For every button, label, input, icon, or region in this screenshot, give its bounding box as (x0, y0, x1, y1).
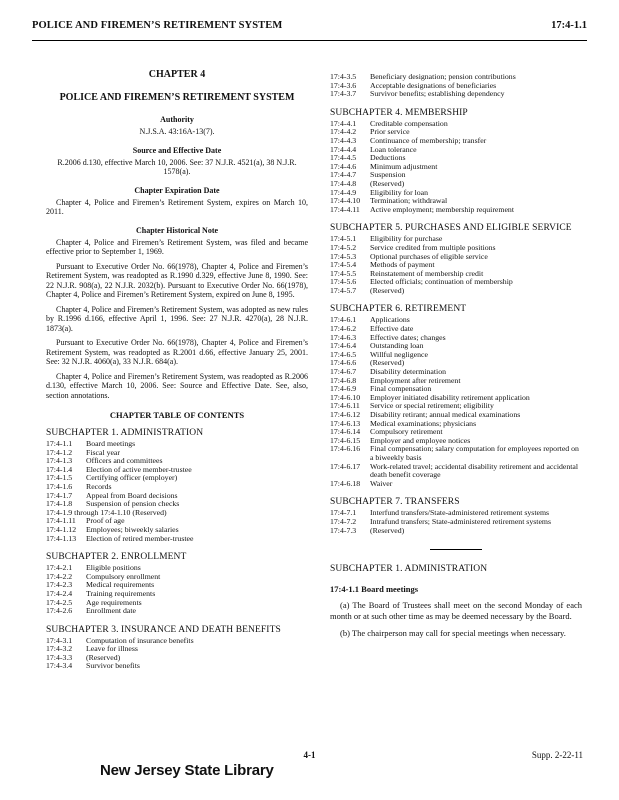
toc-list (330, 235, 582, 295)
toc-list (330, 316, 582, 488)
history-paragraph: Chapter 4, Police and Firemen’s Retirement System, was filed and became effective prior to September 1, 1969. (46, 237, 308, 256)
chapter-number: CHAPTER 4 (148, 69, 206, 80)
toc-entry (330, 334, 582, 343)
toc-entry-title: Survivor benefits (86, 661, 140, 671)
toc-entry-number: 17:4-6.9 (330, 384, 357, 394)
toc-entry-title: Prior service (370, 127, 410, 137)
toc-entry-number: 17:4-5.3 (330, 251, 357, 261)
history-paragraph: Pursuant to Executive Order No. 66(1978), Chapter 4, Police and Firemen’s Retirement System, was readopted as R.2001 d.66, effective January 25, 2001. See: 32 N.J.R. 4060(a), 33 N.J.R. 684(a). (46, 338, 308, 366)
toc-entry-title: Records (86, 481, 112, 491)
toc-entry-number: 17:4-6.10 (330, 392, 361, 402)
toc-entry (330, 146, 582, 155)
toc-entry-number: 17:4-2.3 (46, 580, 73, 590)
toc-entry (330, 180, 582, 189)
section-paragraph: (b) The chairperson may call for special meetings when necessary. (340, 628, 566, 639)
toc-entry (330, 351, 582, 360)
toc-entry-title: Leave for illness (86, 644, 138, 654)
page-number: 4-1 (303, 750, 316, 760)
toc-entry-number: 17:4-4.1 (330, 118, 357, 128)
toc-entry (46, 607, 308, 616)
toc-entry (330, 278, 582, 287)
toc-entry-title: (Reserved) (370, 178, 405, 188)
toc-entry-number: 17:4-6.18 (330, 478, 361, 488)
toc-entry-title: Active employment; membership requirement (370, 204, 514, 214)
toc-entry-number: 17:4-6.5 (330, 349, 357, 359)
supplement-date: Supp. 2-22-11 (531, 750, 583, 760)
toc-entry-number: 17:4-1.2 (46, 447, 73, 457)
toc-entry-title: Creditable compensation (370, 118, 448, 128)
history-paragraph: Chapter 4, Police and Firemen’s Retirement System, was readopted as R.2006 d.130, effective March 10, 2006. See: Source and Effective Date. See, also, section annotations. (46, 371, 308, 400)
toc-entry-number: 17:4-6.12 (330, 410, 361, 419)
toc-entry (330, 377, 582, 386)
subchapter-title: SUBCHAPTER 1. ADMINISTRATION (46, 428, 204, 438)
toc-entry-title: Applications (370, 315, 410, 325)
toc-entry-number: 17:4-6.2 (330, 324, 357, 334)
toc-entry-title: Continuance of membership; transfer (370, 135, 487, 145)
toc-entry-number: 17:4-5.5 (330, 268, 357, 278)
toc-entry-title: Final compensation; salary computation for employees reported on a biweekly basis (370, 444, 579, 462)
toc-entry-number: 17:4-5.6 (330, 277, 357, 287)
toc-entry (330, 325, 582, 334)
toc-heading: CHAPTER TABLE OF CONTENTS (109, 410, 245, 420)
toc-entry (330, 359, 582, 368)
toc-entry-number: 17:4-6.11 (330, 401, 360, 411)
toc-entry-title: Minimum adjustment (370, 161, 438, 171)
toc-entry-number: 17:4-6.1 (330, 315, 357, 325)
toc-entry-number: 17:4-3.5 (330, 72, 357, 81)
toc-entry-number: 17:4-5.2 (330, 242, 357, 252)
toc-entry-number: 17:4-3.1 (46, 635, 73, 645)
toc-entry (330, 316, 582, 325)
toc-entry-title: Computation of insurance benefits (86, 635, 194, 645)
chapter-title: POLICE AND FIREMEN’S RETIREMENT SYSTEM (59, 92, 295, 103)
toc-list (330, 120, 582, 215)
toc-entry-title: Medical examinations; physicians (370, 418, 477, 428)
toc-entry-title: Effective dates; changes (370, 332, 446, 342)
toc-entry-number: 17:4-1.4 (46, 464, 73, 474)
toc-entry-number: 17:4-2.6 (46, 606, 73, 616)
toc-entry-title: Compulsory enrollment (86, 571, 161, 581)
toc-entry-title: Training requirements (86, 588, 156, 598)
toc-entry-number: 17:4-6.14 (330, 427, 361, 437)
toc-entry-title: Interfund transfers/State-administered retirement systems (370, 508, 550, 518)
library-watermark: New Jersey State Library (100, 762, 274, 779)
toc-entry-number: 17:4-4.9 (330, 187, 357, 197)
authority-text: N.J.S.A. 43:16A-13(7). (139, 127, 215, 136)
toc-entry-number: 17:4-1.1 (46, 439, 73, 448)
toc-list (46, 637, 308, 671)
toc-entry-number: 17:4-7.2 (330, 516, 357, 526)
section-paragraph: (a) The Board of Trustees shall meet on the second Monday of each month or at such other time as may be deemed necessary by the Board. (330, 600, 582, 622)
toc-entry-title: Work-related travel; accidental disability retirement and accidental death benefit coverage (370, 461, 579, 480)
toc-entry-number: 17:4-4.8 (330, 178, 357, 188)
toc-entry-title: Eligibility for loan (370, 187, 429, 197)
toc-entry-title: (Reserved) (86, 652, 121, 662)
toc-entry-number: 17:4-4.6 (330, 161, 357, 171)
toc-entry (330, 342, 582, 351)
toc-entry-number: 17:4-3.3 (46, 652, 73, 662)
toc-entry-number: 17:4-5.7 (330, 285, 357, 295)
toc-entry-title: Outstanding loan (370, 341, 424, 351)
toc-entry-number: 17:4-5.4 (330, 260, 357, 270)
toc-entry-title: Termination; withdrawal (370, 196, 448, 206)
toc-entry-title: Employment after retirement (370, 375, 461, 385)
toc-entry-number: 17:4-6.15 (330, 435, 361, 445)
authority-heading: Authority (160, 115, 194, 124)
toc-entry-number: 17:4-3.7 (330, 89, 357, 99)
toc-entry-title: Waiver (370, 478, 393, 488)
toc-entry-number: 17:4-4.2 (330, 127, 357, 137)
toc-entry-title: Certifying officer (employer) (86, 473, 178, 483)
toc-list (330, 73, 582, 99)
toc-entry-title: Appeal from Board decisions (86, 490, 178, 500)
toc-entry-number: 17:4-3.2 (46, 644, 73, 654)
toc-entry-title: Willful negligence (370, 349, 428, 359)
toc-entry-title: Methods of payment (370, 260, 435, 270)
toc-entry-title: Board meetings (86, 439, 136, 448)
toc-entry (46, 662, 308, 671)
toc-list (330, 509, 582, 535)
toc-entry-title: Proof of age (86, 516, 125, 526)
toc-entry (330, 463, 582, 480)
expiration-heading: Chapter Expiration Date (134, 185, 220, 195)
toc-entry-title: Acceptable designations of beneficiaries (370, 80, 497, 90)
toc-entry-number: 17:4-6.4 (330, 341, 357, 351)
toc-entry-number: 17:4-6.13 (330, 418, 361, 428)
toc-entry (330, 189, 582, 198)
toc-entry (330, 171, 582, 180)
toc-entry-number: 17:4-3.4 (46, 661, 73, 671)
toc-entry-number: 17:4-6.8 (330, 375, 357, 385)
toc-entry-number: 17:4-3.6 (330, 80, 357, 90)
toc-entry-number: 17:4-1.13 (46, 533, 77, 543)
right-column (330, 73, 582, 645)
toc-range-text: 17:4-1.9 through 17:4-1.10 (Reserved) (46, 507, 167, 517)
toc-entry-title: (Reserved) (370, 358, 405, 368)
toc-entry-number: 17:4-1.11 (46, 516, 76, 526)
running-header (32, 20, 587, 36)
toc-entry-number: 17:4-4.4 (330, 144, 357, 154)
expiration-text: Chapter 4, Police and Firemen’s Retirement System, expires on March 10, 2011. (46, 197, 308, 216)
history-heading: Chapter Historical Note (135, 225, 219, 235)
toc-entry-number: 17:4-2.1 (46, 563, 73, 573)
toc-entry-title: Election of active member-trustee (86, 464, 192, 474)
toc-entry-title: Survivor benefits; establishing dependency (370, 89, 505, 99)
toc-entry-title: Officers and committees (86, 456, 163, 466)
toc-entry-title: Suspension (370, 170, 406, 180)
toc-entry-title: Intrafund transfers; State-administered retirement systems (370, 516, 552, 526)
toc-entry-number: 17:4-5.1 (330, 234, 357, 244)
toc-entry-number: 17:4-4.10 (330, 196, 361, 206)
toc-entry-title: Suspension of pension checks (86, 499, 180, 509)
source-text: R.2006 d.130, effective March 10, 2006. See: 37 N.J.R. 4521(a), 38 N.J.R. 1578(a). (57, 157, 297, 176)
toc-entry-title: Optional purchases of eligible service (370, 251, 488, 261)
toc-entry-number: 17:4-1.3 (46, 456, 73, 466)
toc-entry-number: 17:4-6.3 (330, 332, 357, 342)
toc-entry-number: 17:4-6.6 (330, 358, 357, 368)
subchapter-title: SUBCHAPTER 6. RETIREMENT (330, 304, 467, 315)
header-title: POLICE AND FIREMEN’S RETIREMENT SYSTEM (32, 20, 283, 31)
toc-entry-title: Loan tolerance (370, 144, 417, 154)
toc-entry-title: (Reserved) (370, 285, 405, 295)
left-column (46, 55, 308, 671)
toc-entry-number: 17:4-4.5 (330, 153, 357, 163)
toc-entry-number: 17:4-2.5 (46, 597, 73, 607)
source-heading: Source and Effective Date (132, 145, 222, 155)
toc-entry (330, 120, 582, 129)
toc-entry (330, 206, 582, 215)
history-paragraph: Pursuant to Executive Order No. 66(1978), Chapter 4, Police and Firemen’s Retirement System, was readopted as R.1990 d.329, effective June 8, 1990. See: 22 N.J.R. 908(a), 22 N.J.R. 2032(b). Pursuant to Executive Order No. 66(1978), Chapter 4, Police and Firemen’s Retirement System, expired on June 8, 1995. (46, 261, 308, 299)
toc-entry-title: Eligible positions (86, 563, 141, 573)
toc-entry-number: 17:4-1.7 (46, 490, 73, 500)
toc-entry-number: 17:4-1.5 (46, 473, 73, 483)
toc-entry-title: Service credited from multiple positions (370, 242, 496, 252)
toc-entry-title: Medical requirements (86, 580, 155, 590)
toc-entry-title: Service or special retirement; eligibility (370, 401, 494, 411)
toc-entry-number: 17:4-7.1 (330, 508, 357, 518)
toc-entry-title: (Reserved) (370, 525, 405, 535)
toc-entry-number: 17:4-1.6 (46, 481, 73, 491)
section-title: 17:4-1.1 Board meetings (330, 584, 419, 595)
toc-entry-number: 17:4-2.2 (46, 571, 73, 581)
toc-entry-title: Disability retirant; annual medical examinations (370, 410, 521, 419)
toc-entry-number: 17:4-6.16 (330, 444, 361, 454)
toc-entry (330, 253, 582, 262)
toc-entry (330, 287, 582, 296)
toc-entry (330, 137, 582, 146)
toc-entry-title: Employer and employee notices (370, 435, 471, 445)
toc-entry-title: Age requirements (86, 597, 142, 607)
toc-entry (330, 480, 582, 489)
toc-entry-title: Employer initiated disability retirement application (370, 392, 530, 402)
toc-entry-title: Reinstatement of membership credit (370, 268, 484, 278)
toc-entry-number: 17:4-1.8 (46, 499, 73, 509)
body-subchapter-title: SUBCHAPTER 1. ADMINISTRATION (330, 564, 488, 575)
toc-list (46, 440, 308, 509)
toc-entry-title: Final compensation (370, 384, 432, 394)
toc-entry (330, 518, 582, 527)
subchapter-title: SUBCHAPTER 3. INSURANCE AND DEATH BENEFITS (46, 624, 281, 635)
subchapter-title: SUBCHAPTER 4. MEMBERSHIP (330, 107, 468, 118)
toc-entry-title: Deductions (370, 153, 406, 163)
toc-entry-title: Disability determination (370, 367, 447, 377)
toc-list (46, 564, 308, 616)
toc-entry-title: Enrollment date (86, 606, 137, 616)
section-divider (430, 549, 482, 550)
toc-entry-number: 17:4-6.17 (330, 461, 361, 471)
toc-entry (330, 420, 582, 429)
toc-entry-number: 17:4-4.7 (330, 170, 357, 180)
toc-list (46, 517, 308, 543)
toc-entry-number: 17:4-2.4 (46, 588, 73, 598)
toc-entry-title: Eligibility for purchase (370, 234, 443, 244)
header-rule (32, 40, 587, 41)
toc-entry-title: Elected officials; continuation of membership (370, 277, 513, 287)
subchapter-title: SUBCHAPTER 7. TRANSFERS (330, 497, 460, 508)
toc-entry-number: 17:4-7.3 (330, 525, 357, 535)
toc-entry-number: 17:4-4.11 (330, 204, 360, 214)
toc-entry-title: Compulsory retirement (370, 427, 443, 437)
toc-entry (330, 445, 582, 462)
toc-entry (46, 535, 308, 544)
toc-entry-number: 17:4-6.7 (330, 367, 357, 377)
toc-entry-title: Fiscal year (86, 447, 120, 457)
header-section-number: 17:4-1.1 (551, 20, 587, 31)
toc-entry-title: Beneficiary designation; pension contributions (370, 72, 516, 81)
toc-entry (330, 90, 582, 99)
subchapter-title: SUBCHAPTER 5. PURCHASES AND ELIGIBLE SERVICE (330, 223, 572, 234)
toc-entry (330, 163, 582, 172)
toc-entry (330, 154, 582, 163)
toc-entry-number: 17:4-1.12 (46, 524, 77, 534)
toc-entry-title: Effective date (370, 324, 414, 334)
toc-entry (330, 527, 582, 536)
subchapter-title: SUBCHAPTER 2. ENROLLMENT (46, 552, 187, 563)
toc-entry-number: 17:4-4.3 (330, 135, 357, 145)
toc-entry-title: Employees; biweekly salaries (86, 524, 179, 534)
history-paragraph: Chapter 4, Police and Firemen’s Retirement System, was adopted as new rules by R.1996 d.166, effective April 1, 1996. See: 27 N.J.R. 4270(a), 28 N.J.R. 1873(a). (46, 304, 308, 333)
toc-entry-title: Election of retired member-trustee (86, 533, 194, 543)
